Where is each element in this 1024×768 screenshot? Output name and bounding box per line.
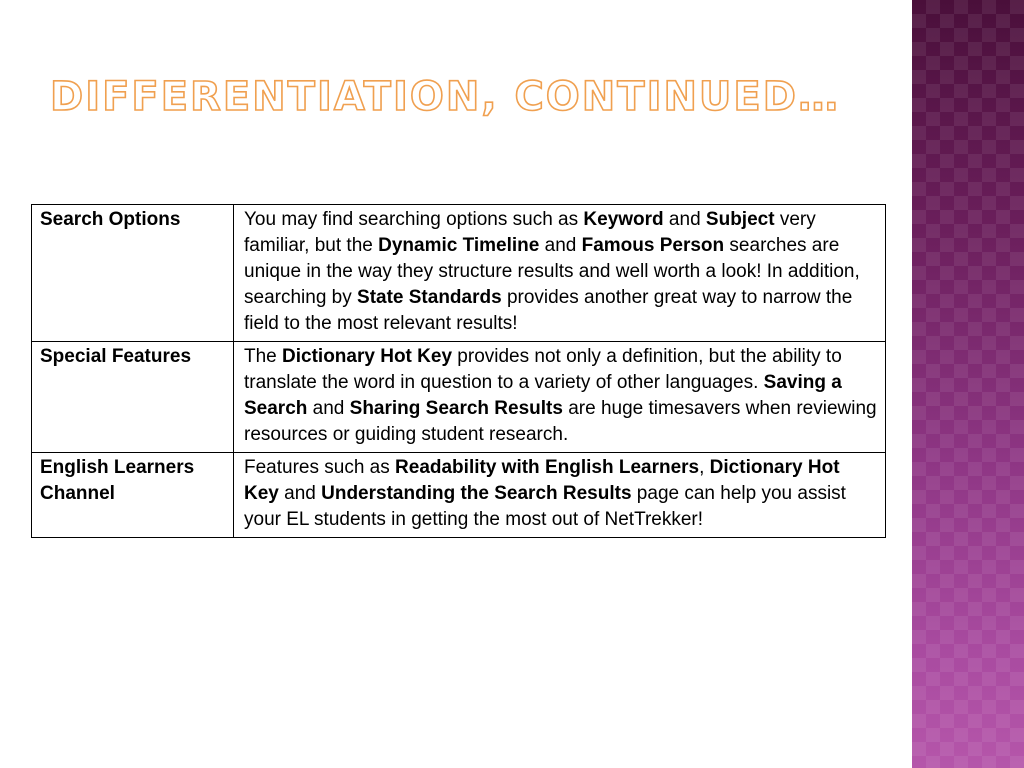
bold-term: Keyword bbox=[583, 209, 664, 230]
table-row bbox=[32, 205, 886, 342]
text-segment: provides another great way to narrow the field to the most relevant results! bbox=[244, 287, 853, 334]
slide-title: DIFFERENTIATION, CONTINUED… bbox=[50, 74, 840, 120]
text-segment: searches are unique in the way they structure results and well worth a look! In addition, searching by bbox=[244, 235, 860, 308]
info-table bbox=[31, 204, 886, 538]
row-description bbox=[234, 453, 886, 538]
text-segment: very familiar, but the bbox=[244, 209, 816, 256]
row-label: Search Options bbox=[32, 205, 234, 342]
bold-term: Dynamic Timeline bbox=[378, 235, 540, 256]
text-segment: are huge timesavers when reviewing resources or guiding student research. bbox=[244, 398, 877, 445]
bold-term: Sharing Search Results bbox=[349, 398, 563, 419]
table-row bbox=[32, 453, 886, 538]
bold-term: Dictionary Hot Key bbox=[282, 346, 453, 367]
row-label: Special Features bbox=[32, 342, 234, 453]
bold-term: Dictionary Hot Key bbox=[244, 457, 840, 504]
bold-term: Readability with English Learners bbox=[395, 457, 700, 478]
text-segment: Features such as bbox=[244, 457, 396, 478]
bold-term: State Standards bbox=[357, 287, 502, 308]
table-row bbox=[32, 342, 886, 453]
text-segment: The bbox=[244, 346, 283, 367]
bold-term: Understanding the Search Results bbox=[321, 483, 632, 504]
text-segment: , bbox=[699, 457, 710, 478]
text-segment: You may find searching options such as bbox=[244, 209, 584, 230]
bold-term: Subject bbox=[705, 209, 775, 230]
bold-term: Saving a Search bbox=[244, 372, 842, 419]
text-segment: provides not only a definition, but the ability to translate the word in question to a variety of other languages. bbox=[244, 346, 842, 393]
row-description bbox=[234, 342, 886, 453]
text-segment: page can help you assist your EL students in getting the most out of NetTrekker! bbox=[244, 483, 846, 530]
row-description bbox=[234, 205, 886, 342]
text-segment: and bbox=[663, 209, 706, 230]
text-segment: and bbox=[539, 235, 582, 256]
text-segment: and bbox=[278, 483, 322, 504]
text-segment: and bbox=[307, 398, 350, 419]
bold-term: Famous Person bbox=[581, 235, 725, 256]
decorative-side-band bbox=[912, 0, 1024, 768]
row-label: English Learners Channel bbox=[32, 453, 234, 538]
diamond-pattern bbox=[912, 0, 1024, 768]
